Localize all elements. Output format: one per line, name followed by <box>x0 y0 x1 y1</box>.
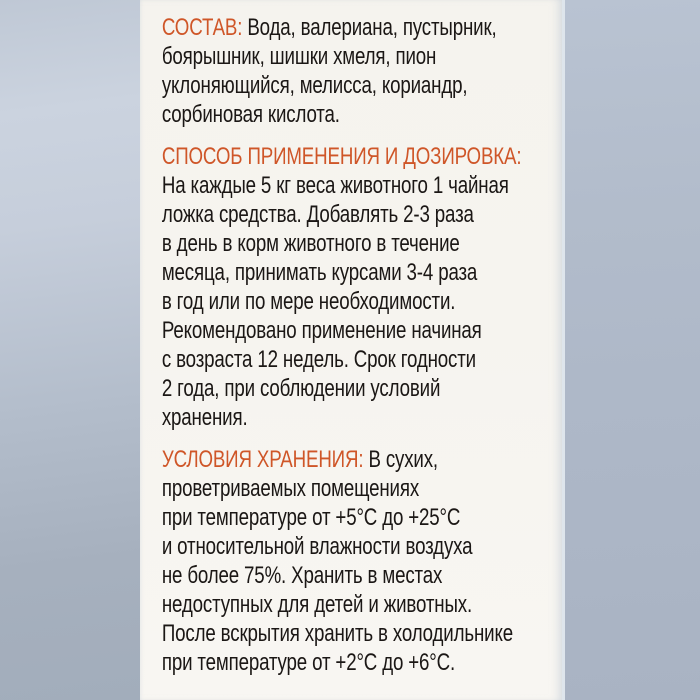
section-composition <box>162 13 546 129</box>
composition-heading: СОСТАВ: <box>161 14 243 41</box>
body-line: хранения. <box>161 404 248 431</box>
body-line: Вода, валериана, пустырник, <box>247 14 497 41</box>
body-line: После вскрытия хранить в холодильнике <box>161 620 513 647</box>
label-text-column <box>140 0 546 677</box>
body-line: проветриваемых помещениях <box>161 475 420 502</box>
body-line: ложка средства. Добавлять 2-3 раза <box>161 201 474 228</box>
body-line: боярышник, шишки хмеля, пион <box>161 43 437 70</box>
body-line: с возраста 12 недель. Срок годности <box>161 346 476 373</box>
section-storage <box>162 445 546 677</box>
body-line: сорбиновая кислота. <box>161 101 340 128</box>
body-line: Рекомендовано применение начиная <box>161 317 482 344</box>
backdrop-left <box>0 0 140 700</box>
text-line <box>162 445 546 474</box>
storage-heading: УСЛОВИЯ ХРАНЕНИЯ: <box>161 446 364 473</box>
body-line: при температуре от +2°С до +6°С. <box>161 649 456 676</box>
body-line: не более 75%. Хранить в местах <box>161 562 443 589</box>
body-line: В сухих, <box>368 446 438 473</box>
body-line: и относительной влажности воздуха <box>161 533 473 560</box>
body-line: в день в корм животного в течение <box>161 230 460 257</box>
body-line: уклоняющийся, мелисса, кориандр, <box>161 72 468 99</box>
dosage-heading: СПОСОБ ПРИМЕНЕНИЯ И ДОЗИРОВКА: <box>161 143 522 170</box>
section-dosage <box>162 142 546 432</box>
text-line <box>162 142 546 171</box>
body-line: недоступных для детей и животных. <box>161 591 472 618</box>
body-line: 2 года, при соблюдении условий <box>161 375 441 402</box>
body-line: На каждые 5 кг веса животного 1 чайная <box>161 172 509 199</box>
body-line: при температуре от +5°С до +25°С <box>161 504 461 531</box>
product-label <box>140 0 562 700</box>
body-line: месяца, принимать курсами 3-4 раза <box>161 259 478 286</box>
backdrop-right <box>562 0 700 700</box>
text-line <box>162 13 546 42</box>
body-line: в год или по мере необходимости. <box>161 288 456 315</box>
